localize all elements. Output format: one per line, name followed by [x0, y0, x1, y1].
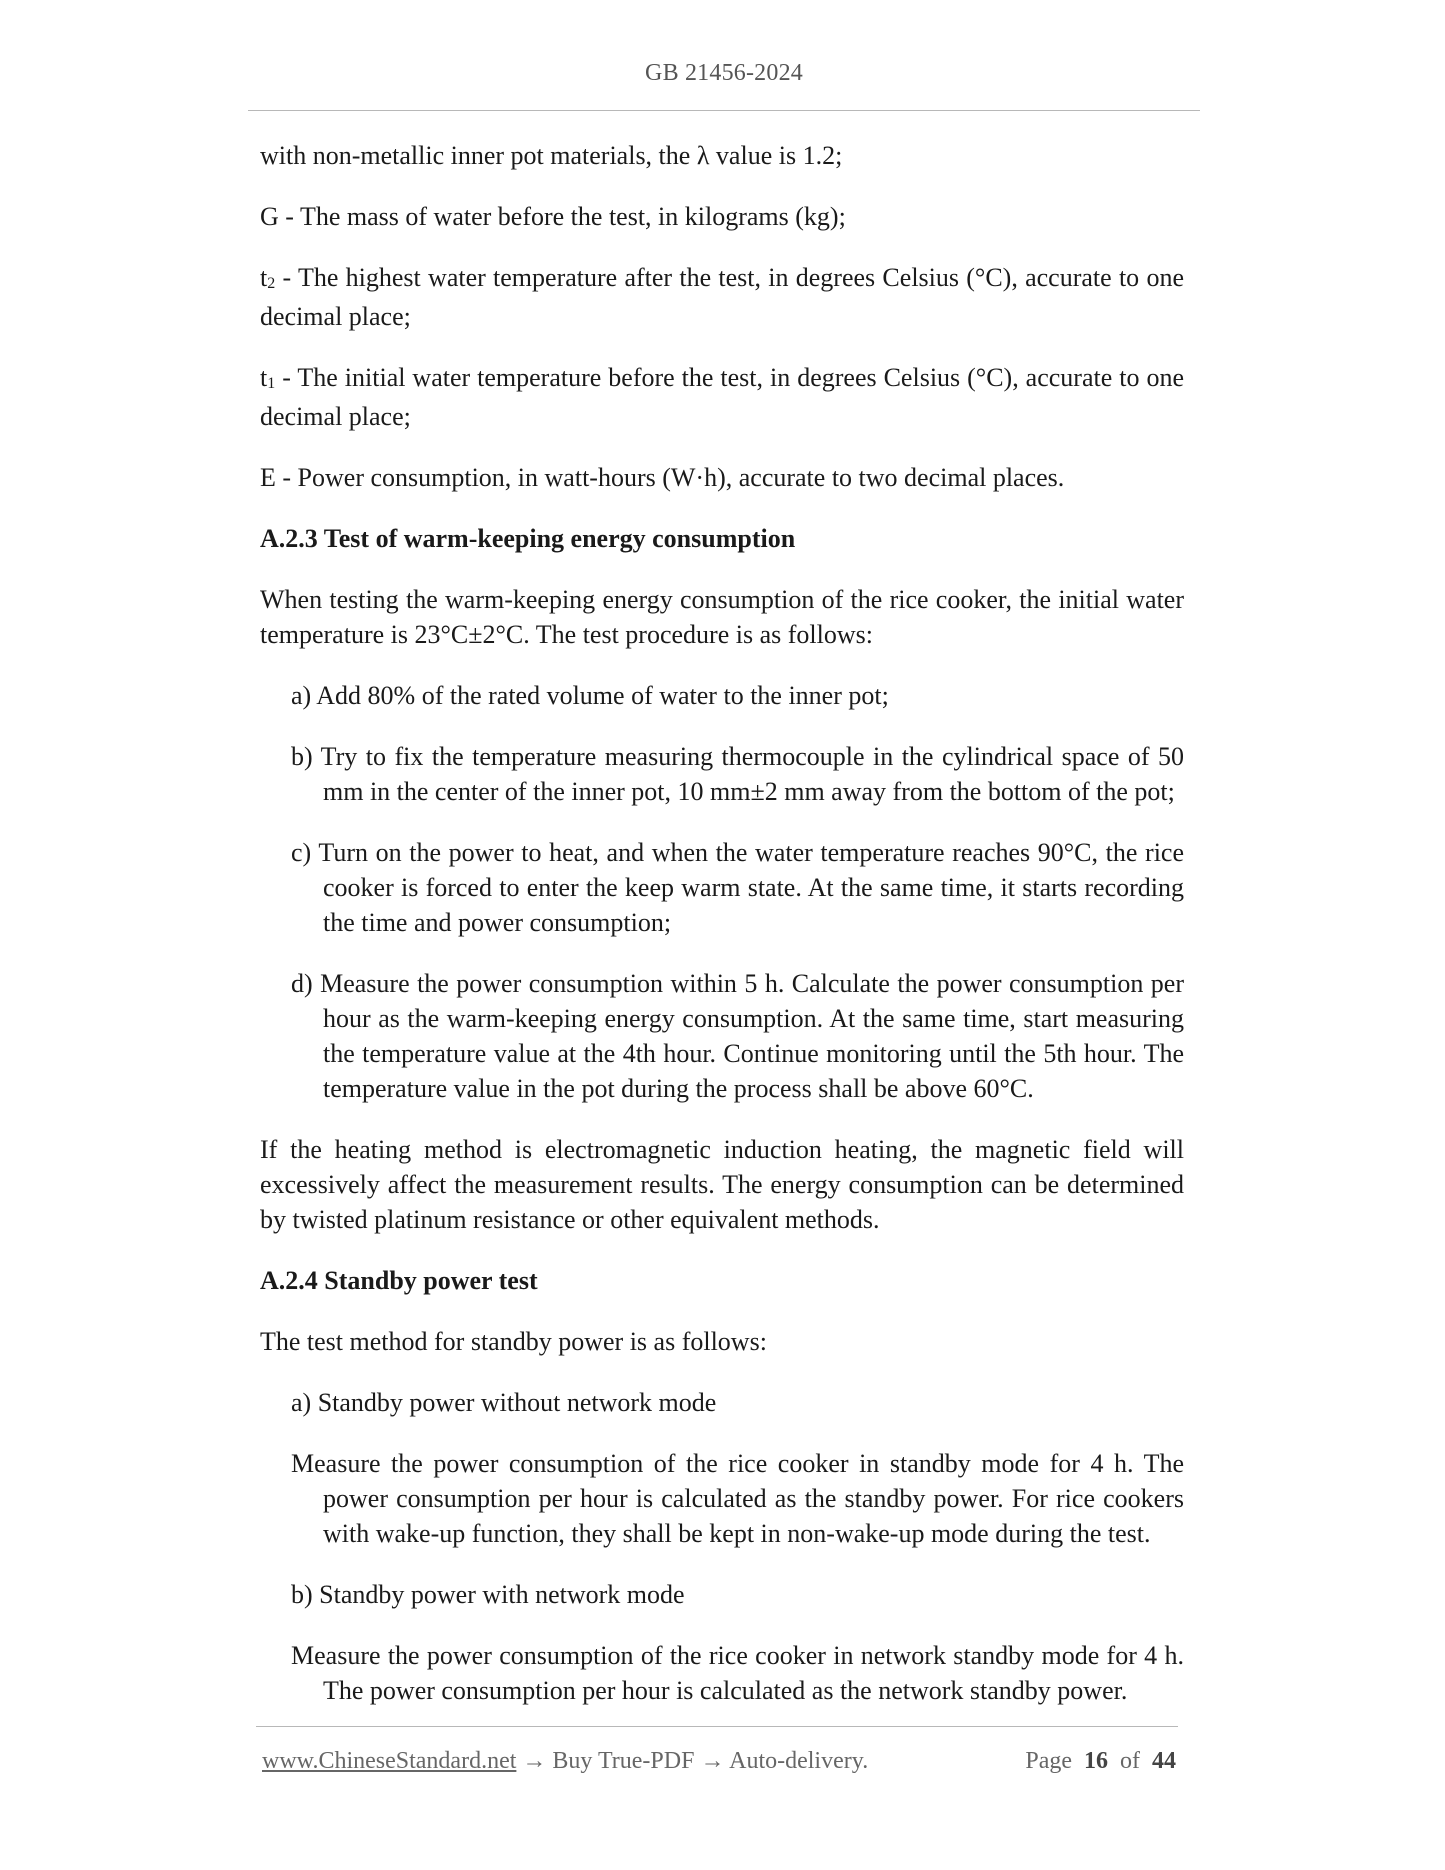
- t2-text: - The highest water temperature after the test, in degrees Celsius (°C), accurate to one decimal place;: [260, 263, 1184, 331]
- list-item-standby-a: a) Standby power without network mode: [291, 1388, 717, 1417]
- page-content: [260, 138, 1184, 1734]
- paragraph-warm-keeping-intro: When testing the warm-keeping energy consumption of the rice cooker, the initial water temperature is 23°C±2°C. The test procedure is as follows:: [260, 585, 1184, 649]
- list-item-standby-a-desc: Measure the power consumption of the rice cooker in standby mode for 4 h. The power consumption per hour is calculated as the standby power. For rice cookers with wake-up function, they shall be kept in non-wake-up mode during the test.: [291, 1449, 1184, 1548]
- footer-website-link[interactable]: www.ChineseStandard.net: [262, 1748, 517, 1774]
- list-item-standby-b: b) Standby power with network mode: [291, 1580, 685, 1609]
- page-current: 16: [1084, 1748, 1108, 1774]
- t1-subscript: 1: [267, 375, 276, 392]
- page-total: 44: [1152, 1748, 1176, 1774]
- paragraph-g-definition: G - The mass of water before the test, in kilograms (kg);: [260, 202, 846, 231]
- paragraph-t1-definition: [260, 360, 1184, 434]
- header-divider: [248, 110, 1200, 111]
- t1-text: - The initial water temperature before the test, in degrees Celsius (°C), accurate to one decimal place;: [260, 363, 1184, 431]
- page-label: Page: [1025, 1748, 1072, 1774]
- paragraph-standby-intro: The test method for standby power is as follows:: [260, 1327, 767, 1356]
- list-item-a: a) Add 80% of the rated volume of water to the inner pot;: [291, 681, 889, 710]
- section-heading-a24: A.2.4 Standby power test: [260, 1266, 538, 1295]
- footer-divider: [256, 1726, 1178, 1727]
- list-item-standby-b-desc: Measure the power consumption of the rice cooker in network standby mode for 4 h. The power consumption per hour is calculated as the network standby power.: [291, 1641, 1184, 1705]
- paragraph-induction-heating: If the heating method is electromagnetic induction heating, the magnetic field will excessively affect the measurement results. The energy consumption can be determined by twisted platinum resistance or other equivalent methods.: [260, 1135, 1184, 1234]
- paragraph-t2-definition: [260, 260, 1184, 334]
- t2-subscript: 2: [267, 275, 276, 292]
- page-of-label: of: [1120, 1748, 1140, 1774]
- list-item-b: b) Try to fix the temperature measuring thermocouple in the cylindrical space of 50 mm in the center of the inner pot, 10 mm±2 mm away from the bottom of the pot;: [291, 742, 1184, 806]
- page-number: [1025, 1748, 1176, 1775]
- footer-promo: [262, 1748, 868, 1775]
- paragraph-e-definition: E - Power consumption, in watt-hours (W·h), accurate to two decimal places.: [260, 463, 1065, 492]
- t2-symbol: t: [260, 263, 268, 292]
- paragraph-lambda: with non-metallic inner pot materials, the λ value is 1.2;: [260, 141, 843, 170]
- list-item-c: c) Turn on the power to heat, and when the water temperature reaches 90°C, the rice cooker is forced to enter the keep warm state. At the same time, it starts recording the time and power consumption;: [291, 838, 1184, 937]
- page-header: GB 21456-2024: [645, 60, 803, 86]
- footer-tagline: → Buy True-PDF → Auto-delivery.: [516, 1748, 869, 1774]
- list-item-d: d) Measure the power consumption within 5 h. Calculate the power consumption per hour as the warm-keeping energy consumption. At the same time, start measuring the temperature value at the 4th hour. Continue monitoring until the 5th hour. The temperature value in the pot during the process shall be above 60°C.: [291, 969, 1184, 1103]
- section-heading-a23: A.2.3 Test of warm-keeping energy consumption: [260, 524, 796, 553]
- t1-symbol: t: [260, 363, 268, 392]
